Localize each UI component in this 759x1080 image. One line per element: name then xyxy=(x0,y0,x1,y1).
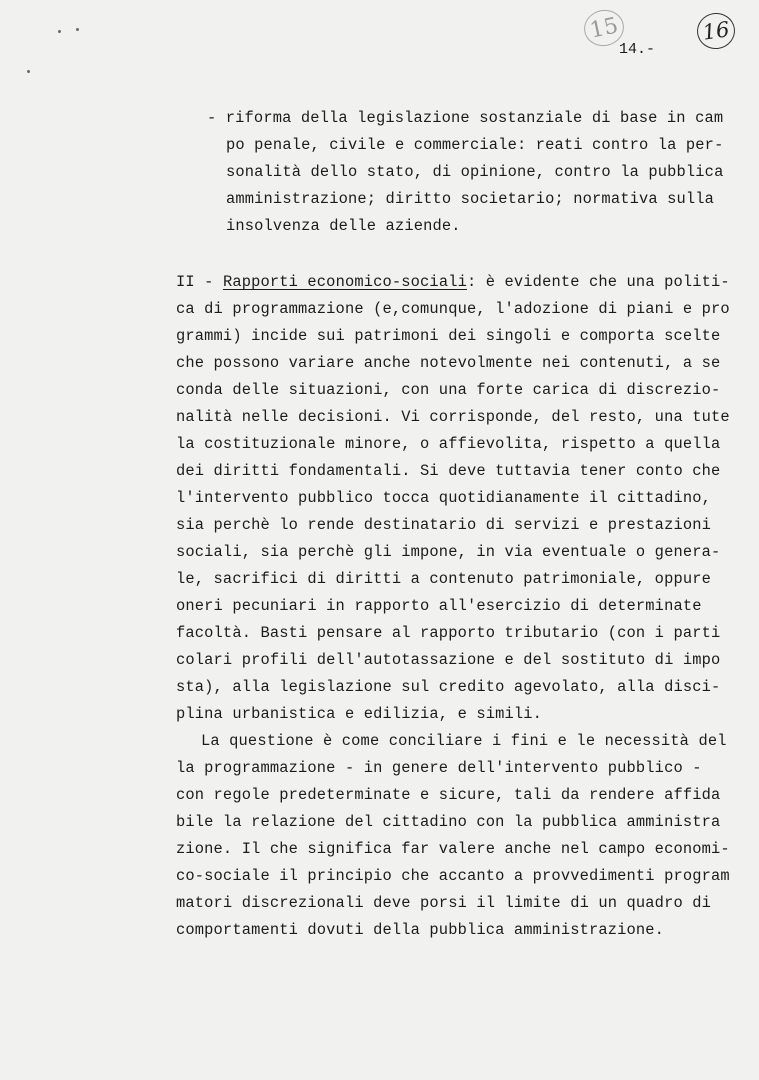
page-number: 14.- xyxy=(619,41,656,58)
text-line: facoltà. Basti pensare al rapporto tributario (con i parti xyxy=(176,624,721,642)
text-line: sta), alla legislazione sul credito agevolato, alla disci- xyxy=(176,678,721,696)
text-line: la programmazione - in genere dell'intervento pubblico - xyxy=(176,759,702,777)
text-line: dei diritti fondamentali. Si deve tuttavia tener conto che xyxy=(176,462,721,480)
text-line: plina urbanistica e edilizia, e simili. xyxy=(176,705,543,723)
text-line: la costituzionale minore, o affievolita, rispetto a quella xyxy=(176,435,721,453)
section-heading-line: II - Rapporti economico-sociali: è evidente che una politi- xyxy=(176,273,730,291)
text-line: insolvenza delle aziende. xyxy=(226,217,461,235)
text-line: La questione è come conciliare i fini e le necessità del xyxy=(201,732,727,750)
section-title-underlined: Rapporti economico-sociali xyxy=(222,273,467,291)
ink-speck xyxy=(76,28,79,31)
text-line: sociali, sia perchè gli impone, in via eventuale o genera- xyxy=(176,543,721,561)
ink-speck xyxy=(27,70,30,73)
text-line: zione. Il che significa far valere anche nel campo economi- xyxy=(176,840,730,858)
text-line: conda delle situazioni, con una forte carica di discrezio- xyxy=(176,381,721,399)
text-line: grammi) incide sui patrimoni dei singoli e comporta scelte xyxy=(176,327,721,345)
ink-page-stamp: 16 xyxy=(695,11,738,52)
text-line: po penale, civile e commerciale: reati contro la per- xyxy=(226,136,724,154)
text-line: con regole predeterminate e sicure, tali da rendere affida xyxy=(176,786,721,804)
text-line: - riforma della legislazione sostanziale di base in cam xyxy=(207,109,724,127)
text-line: ca di programmazione (e,comunque, l'adozione di piani e pro xyxy=(176,300,730,318)
text-line: colari profili dell'autotassazione e del sostituto di impo xyxy=(176,651,721,669)
text-line: comportamenti dovuti della pubblica amministrazione. xyxy=(176,921,665,939)
text-line: che possono variare anche notevolmente nei contenuti, a se xyxy=(176,354,721,372)
text-line: oneri pecuniari in rapporto all'esercizio di determinate xyxy=(176,597,702,615)
text-line: matori discrezionali deve porsi il limite di un quadro di xyxy=(176,894,711,912)
text-line: sia perchè lo rende destinatario di servizi e prestazioni xyxy=(176,516,711,534)
text-line: bile la relazione del cittadino con la pubblica amministra xyxy=(176,813,721,831)
text-line: sonalità dello stato, di opinione, contro la pubblica xyxy=(226,163,724,181)
text-line: l'intervento pubblico tocca quotidianamente il cittadino, xyxy=(176,489,711,507)
text-line: amministrazione; diritto societario; normativa sulla xyxy=(226,190,715,208)
ink-speck xyxy=(58,30,61,33)
pencil-page-stamp: 15 xyxy=(581,6,628,50)
text-line: co-sociale il principio che accanto a provvedimenti program xyxy=(176,867,730,885)
text-line: nalità nelle decisioni. Vi corrisponde, del resto, una tute xyxy=(176,408,730,426)
text-line: le, sacrifici di diritti a contenuto patrimoniale, oppure xyxy=(176,570,711,588)
